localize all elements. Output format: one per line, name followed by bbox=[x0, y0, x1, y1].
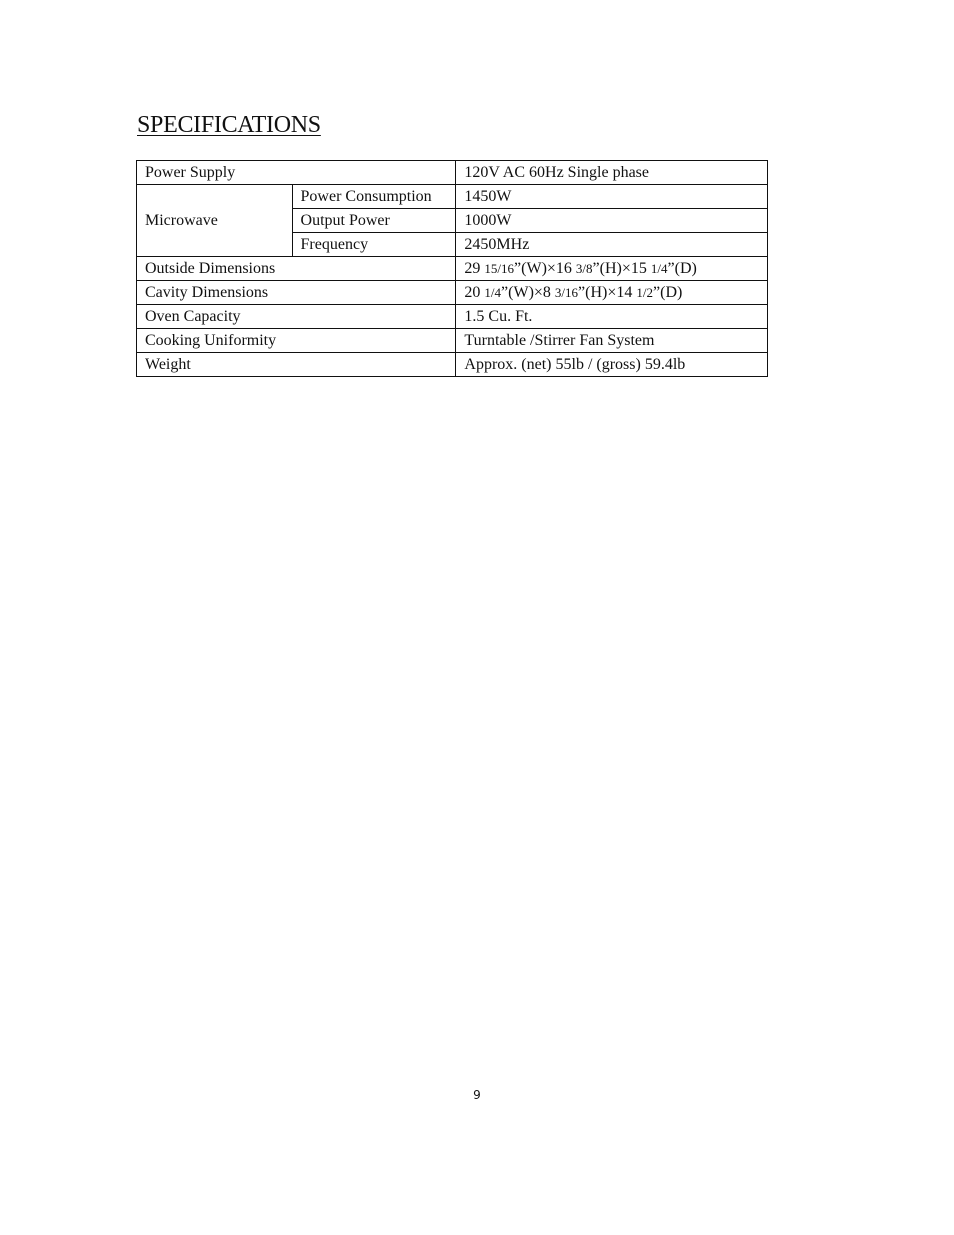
specifications-table bbox=[136, 160, 768, 377]
dim-fraction: 15/16 bbox=[484, 260, 515, 276]
dim-text: ”(D) bbox=[667, 259, 697, 277]
spec-value-output-power: 1000W bbox=[456, 209, 768, 233]
spec-value-cooking-uniformity: Turntable /Stirrer Fan System bbox=[456, 329, 768, 353]
dim-fraction: 1/4 bbox=[484, 284, 502, 300]
table-row bbox=[137, 161, 768, 185]
spec-value-weight: Approx. (net) 55lb / (gross) 59.4lb bbox=[456, 353, 768, 377]
table-row bbox=[137, 281, 768, 305]
table-row bbox=[137, 185, 768, 209]
dim-text: ”(W)×8 bbox=[501, 283, 555, 301]
dim-fraction: 3/8 bbox=[575, 260, 593, 276]
spec-label-weight: Weight bbox=[137, 353, 456, 377]
table-row bbox=[137, 257, 768, 281]
spec-value-cavity-dimensions bbox=[456, 281, 768, 305]
spec-value-power-supply: 120V AC 60Hz Single phase bbox=[456, 161, 768, 185]
dim-text: 29 bbox=[464, 259, 485, 277]
dim-text: ”(H)×14 bbox=[578, 283, 637, 301]
dim-text: ”(D) bbox=[653, 283, 683, 301]
spec-sublabel-output-power: Output Power bbox=[292, 209, 456, 233]
spec-sublabel-power-consumption: Power Consumption bbox=[292, 185, 456, 209]
dim-text: 20 bbox=[464, 283, 485, 301]
dim-fraction: 3/16 bbox=[554, 284, 579, 300]
spec-sublabel-frequency: Frequency bbox=[292, 233, 456, 257]
page-number: 9 bbox=[473, 1088, 481, 1102]
table-row bbox=[137, 305, 768, 329]
page-title: SPECIFICATIONS bbox=[137, 112, 321, 138]
spec-label-cooking-uniformity: Cooking Uniformity bbox=[137, 329, 456, 353]
spec-label-cavity-dimensions: Cavity Dimensions bbox=[137, 281, 456, 305]
dim-fraction: 1/4 bbox=[650, 260, 668, 276]
dim-text: ”(W)×16 bbox=[514, 259, 576, 277]
table-row bbox=[137, 329, 768, 353]
dim-text: ”(H)×15 bbox=[592, 259, 651, 277]
spec-value-frequency: 2450MHz bbox=[456, 233, 768, 257]
spec-value-power-consumption: 1450W bbox=[456, 185, 768, 209]
spec-value-oven-capacity: 1.5 Cu. Ft. bbox=[456, 305, 768, 329]
table-row bbox=[137, 353, 768, 377]
spec-label-microwave: Microwave bbox=[137, 185, 293, 257]
spec-label-outside-dimensions: Outside Dimensions bbox=[137, 257, 456, 281]
spec-value-outside-dimensions bbox=[456, 257, 768, 281]
dim-fraction: 1/2 bbox=[636, 284, 654, 300]
spec-label-power-supply: Power Supply bbox=[137, 161, 456, 185]
spec-label-oven-capacity: Oven Capacity bbox=[137, 305, 456, 329]
